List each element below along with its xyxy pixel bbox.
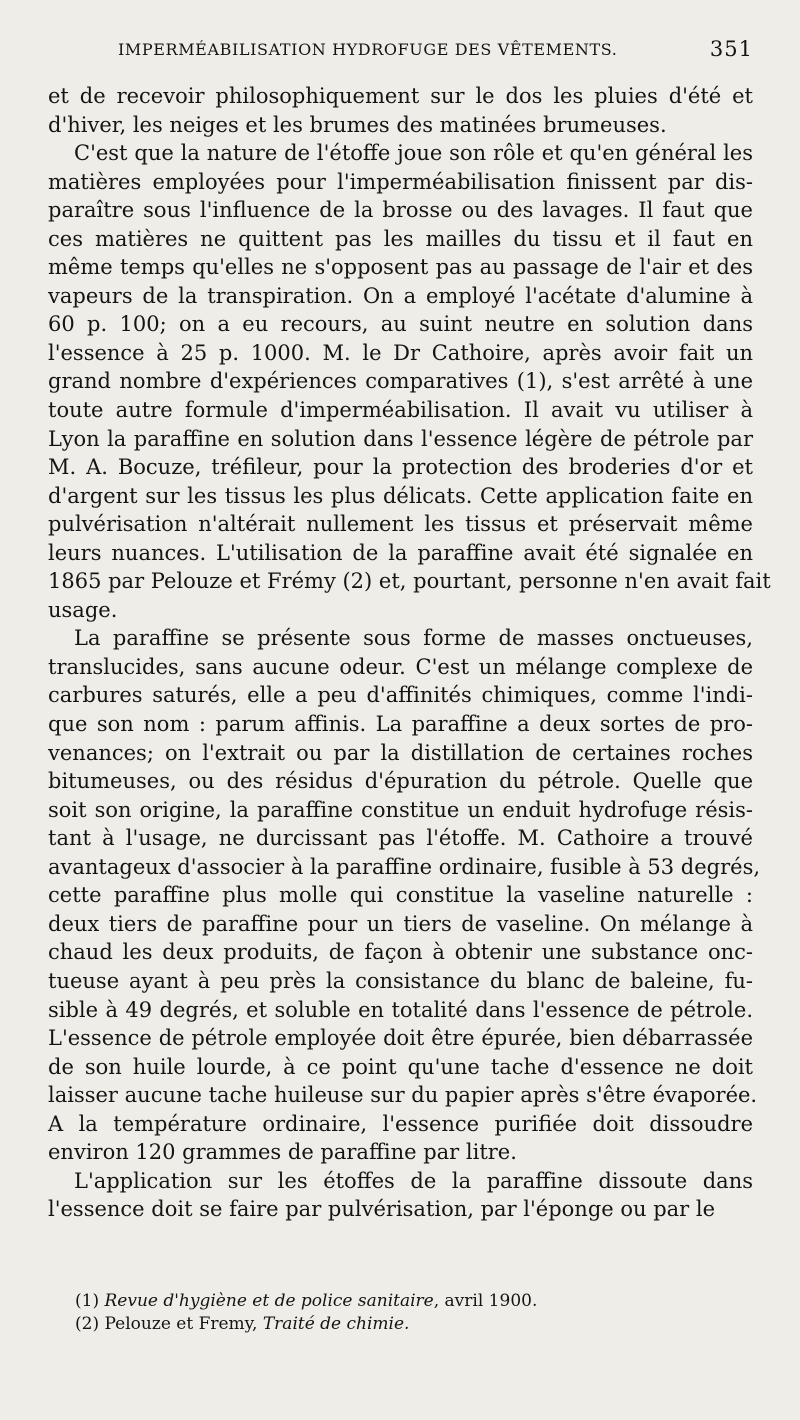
text-line: pulvérisation n'altérait nullement les tissus et préservait même [48,512,753,537]
text-line: ces matières ne quittent pas les mailles du tissu et il faut en [48,226,753,251]
text-line: chaud les deux produits, de façon à obtenir une substance onc- [48,940,753,965]
footnotes [75,1290,735,1336]
text-line: l'essence à 25 p. 1000. M. le Dr Cathoire, après avoir fait un [48,340,753,365]
footnote-marker: (2) [75,1314,100,1334]
text-line: cette paraffine plus molle qui constitue la vaseline naturelle : [48,883,753,908]
text-line: leurs nuances. L'utilisation de la paraffine avait été signalée en [48,540,753,565]
text-line: L'application sur les étoffes de la paraffine dissoute dans [74,1168,753,1193]
footnote-detail: Traité de chimie. [262,1314,410,1334]
text-line: d'hiver, les neiges et les brumes des matinées brumeuses. [48,112,667,137]
text-line: vapeurs de la transpiration. On a employé l'acétate d'alumine à [48,283,753,308]
text-line: bitumeuses, ou des résidus d'épuration du pétrole. Quelle que [48,769,753,794]
body-text [48,82,771,1224]
footnote-detail: , avril 1900. [433,1291,538,1311]
text-line: Lyon la paraffine en solution dans l'essence légère de pétrole par [48,426,753,451]
text-line: translucides, sans aucune odeur. C'est un mélange complexe de [48,654,753,679]
text-line: d'argent sur les tissus les plus délicats. Cette application faite en [48,483,753,508]
text-line: soit son origine, la paraffine constitue un enduit hydrofuge résis- [48,797,753,822]
text-line: grand nombre d'expériences comparatives (1), s'est arrêté à une [48,369,753,394]
text-line: que son nom : parum affinis. La paraffine a deux sortes de pro- [48,712,753,737]
text-line: deux tiers de paraffine pour un tiers de vaseline. On mélange à [48,911,753,936]
footnote-2 [75,1313,735,1336]
running-title: IMPERMÉABILISATION HYDROFUGE DES VÊTEMENTS. [118,40,618,59]
text-line: tant à l'usage, ne durcissant pas l'étoffe. M. Cathoire a trouvé [48,826,753,851]
text-line: A la température ordinaire, l'essence purifiée doit dissoudre [48,1111,753,1136]
text-line: L'essence de pétrole employée doit être épurée, bien débarrassée [48,1026,753,1051]
text-line: 60 p. 100; on a eu recours, au suint neutre en solution dans [48,312,753,337]
footnote-source: Pelouze et Fremy, [104,1314,263,1334]
text-line: sible à 49 degrés, et soluble en totalité dans l'essence de pétrole. [48,997,753,1022]
text-line: toute autre formule d'imperméabilisation. Il avait vu utiliser à [48,398,753,423]
text-line: même temps qu'elles ne s'opposent pas au passage de l'air et des [48,255,753,280]
text-line: venances; on l'extrait ou par la distillation de certaines roches [48,740,753,765]
text-line: C'est que la nature de l'étoffe joue son rôle et qu'en général les [74,141,753,166]
text-line: avantageux d'associer à la paraffine ordinaire, fusible à 53 degrés, [48,854,761,879]
footnote-source: Revue d'hygiène et de police sanitaire [104,1291,434,1311]
text-line: La paraffine se présente sous forme de masses onctueuses, [74,626,753,651]
text-line: usage. [48,597,118,622]
text-line: 1865 par Pelouze et Frémy (2) et, pourtant, personne n'en avait fait [48,569,771,594]
text-line: environ 120 grammes de paraffine par litre. [48,1140,517,1165]
text-line: de son huile lourde, à ce point qu'une tache d'essence ne doit [48,1054,753,1079]
footnote-marker: (1) [75,1291,100,1311]
text-line: l'essence doit se faire par pulvérisation, par l'éponge ou par le [48,1197,716,1222]
text-line: matières employées pour l'imperméabilisation finissent par dis- [48,169,753,194]
page-number: 351 [709,37,753,61]
text-line: et de recevoir philosophiquement sur le dos les pluies d'été et [48,84,753,108]
text-line: laisser aucune tache huileuse sur du papier après s'être évaporée. [48,1083,758,1108]
text-line: M. A. Bocuze, tréfileur, pour la protection des broderies d'or et [48,455,753,480]
footnote-1 [75,1290,735,1313]
text-line: carbures saturés, elle a peu d'affinités chimiques, comme l'indi- [48,683,753,708]
text-line: tueuse ayant à peu près la consistance du blanc de baleine, fu- [48,968,753,993]
text-line: paraître sous l'influence de la brosse ou des lavages. Il faut que [48,198,753,223]
